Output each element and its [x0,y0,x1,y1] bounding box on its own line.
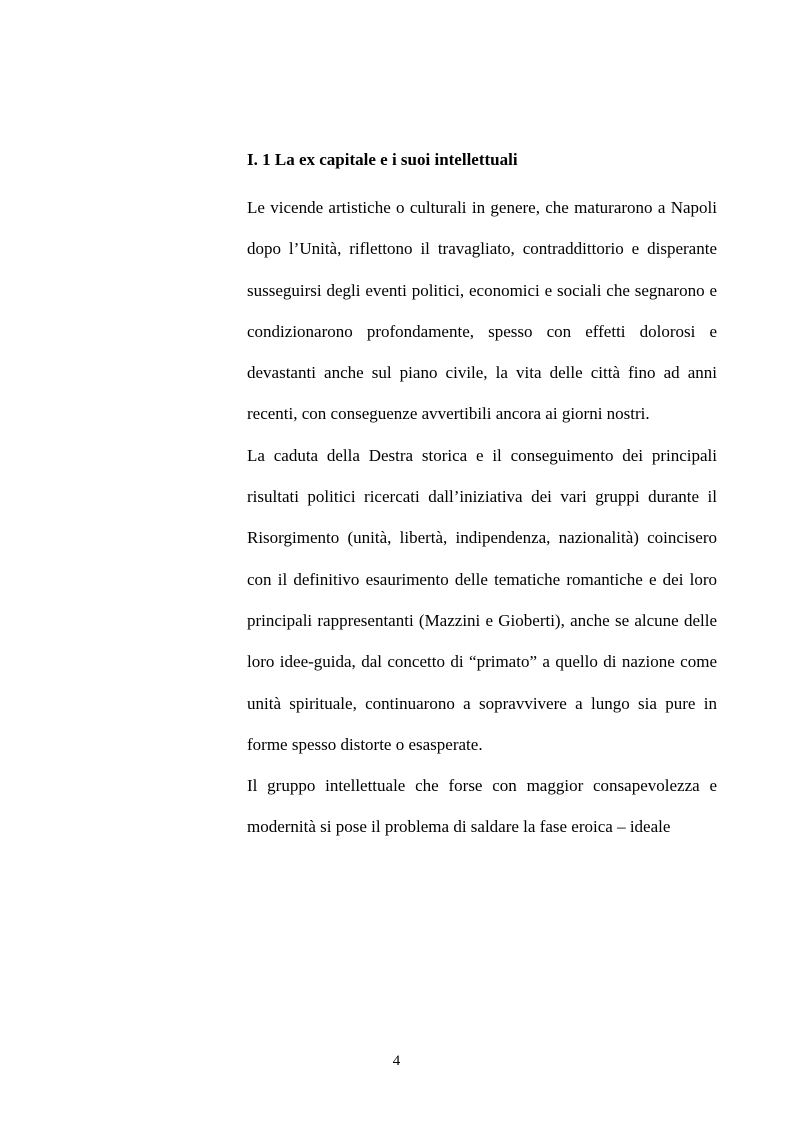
section-heading: I. 1 La ex capitale e i suoi intellettuali [247,150,518,169]
page-body [247,146,717,848]
page-number: 4 [392,1053,401,1069]
paragraph-3: Il gruppo intellettuale che forse con maggior consapevolezza e modernità si pose il problema di saldare la fase eroica – ideale [247,776,717,837]
paragraph-1: Le vicende artistiche o culturali in genere, che maturarono a Napoli dopo l’Unità, riflettono il travagliato, contraddittorio e disperante susseguirsi degli eventi politici, economici e sociali che segnarono e condizionarono profondamente, spesso con effetti dolorosi e devastanti anche sul piano civile, la vita delle città fino ad anni recenti, con conseguenze avvertibili ancora ai giorni nostri. [247,198,717,424]
paragraph-2: La caduta della Destra storica e il conseguimento dei principali risultati politici ricercati dall’iniziativa dei vari gruppi durante il Risorgimento (unità, libertà, indipendenza, nazionalità) coincisero con il definitivo esaurimento delle tematiche romantiche e dei loro principali rappresentanti (Mazzini e Gioberti), anche se alcune delle loro idee-guida, dal concetto di “primato” a quello di nazione come unità spirituale, continuarono a sopravvivere a lungo sia pure in forme spesso distorte o esasperate. [247,445,717,754]
